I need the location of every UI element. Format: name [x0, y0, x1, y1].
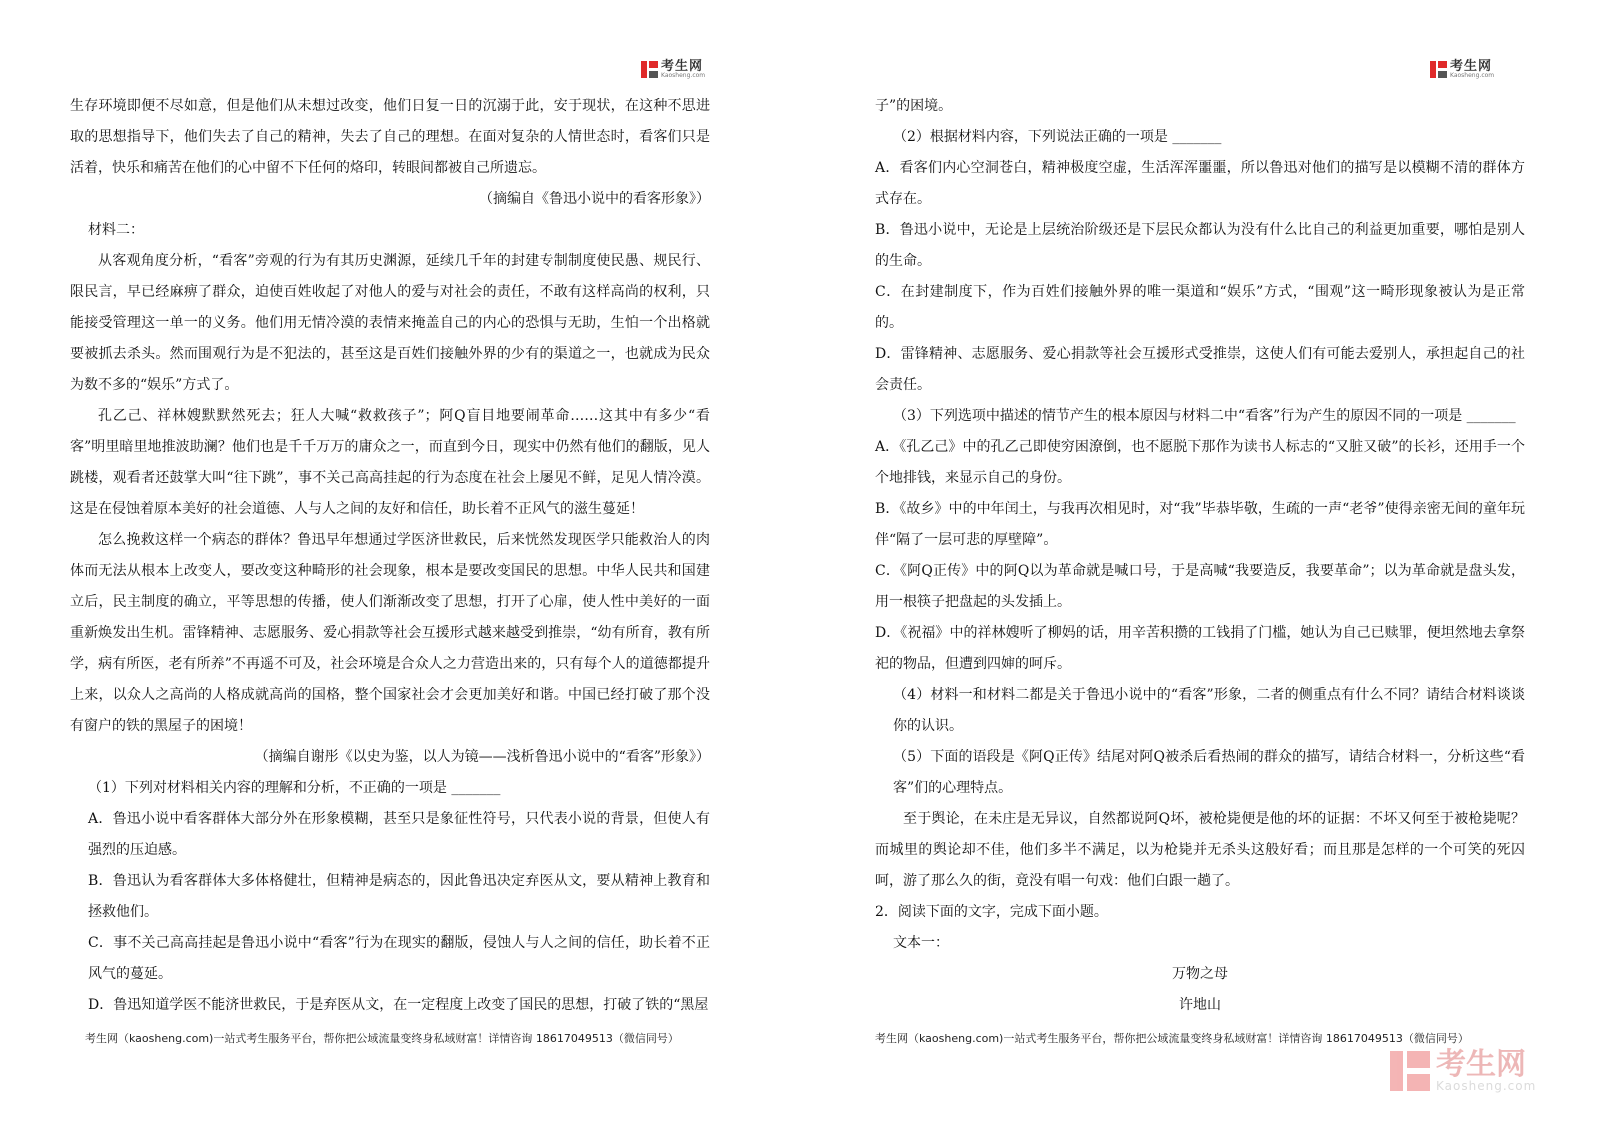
paragraph: 怎么挽救这样一个病态的群体？鲁迅早年想通过学医济世救民，后来恍然发现医学只能救治人的肉体而无法从根本上改变人，要改变这种畸形的社会现象，根本是要改变国民的思想。中华人民共和国建立后，民主制度的确立，平等思想的传播，使人们渐渐改变了思想，打开了心扉，使人性中美好的一面重新焕发出生机。雷锋精神、志愿服务、爱心捐款等社会互援形式越来越受到推崇，“幼有所育，教有所学，病有所医，老有所养”不再遥不可及，社会环境是合众人之力营造出来的，只有每个人的道德都提升上来，以众人之高尚的人格成就高尚的国格，整个国家社会才会更加美好和谐。中国已经打破了那个没有窗户的铁的黑屋子的困境！ [70, 532, 710, 734]
paragraph: 从客观角度分析，“看客”旁观的行为有其历史渊源，延续几千年的封建专制制度使民愚、规民行、限民言，早已经麻痹了群众，迫使百姓收起了对他人的爱与对社会的责任，不敢有这样高尚的权利，只能接受管理这一单一的义务。他们用无情冷漠的表情来掩盖自己的内心的恐惧与无助，生怕一个出格就要被抓去杀头。然而围观行为是不犯法的，甚至这是百姓们接触外界的少有的渠道之一，也就成为民众为数不多的“娱乐”方式了。 [70, 253, 710, 393]
article-author: 许地山 [1179, 997, 1221, 1013]
right-page [800, 0, 1600, 1128]
question: （4）材料一和材料二都是关于鲁迅小说中的“看客”形象，二者的侧重点有什么不同？请结合材料谈谈你的认识。 [893, 687, 1525, 734]
watermark-name: 考生网 [1436, 1047, 1526, 1082]
left-page-content [70, 91, 710, 1021]
answer-option: A．看客们内心空洞苍白，精神极度空虚，生活浑浑噩噩，所以鲁迅对他们的描写是以模糊不清的群体方式存在。 [875, 160, 1525, 207]
question: （2）根据材料内容，下列说法正确的一项是 _______ [893, 129, 1222, 145]
brand-domain: Kaosheng.com [661, 72, 706, 79]
answer-option: A．鲁迅小说中看客群体大部分外在形象模糊，甚至只是象征性符号，只代表小说的背景，但使人有强烈的压迫感。 [88, 811, 710, 858]
brand-name: 考生网 [1450, 59, 1493, 74]
answer-option: B．《故乡》中的中年闰土，与我再次相见时，对“我”毕恭毕敬，生疏的一声“老爷”使得亲密无间的童年玩伴“隔了一层可悲的厚壁障”。 [875, 501, 1525, 548]
article-title: 万物之母 [1172, 966, 1228, 982]
source-citation: （摘编自《鲁迅小说中的看客形象》） [479, 191, 710, 207]
material-heading: 材料二： [88, 222, 144, 238]
answer-option: C．《阿Q正传》中的阿Q以为革命就是喊口号，于是高喊“我要造反，我要革命”；以为革命就是盘头发，用一根筷子把盘起的头发插上。 [875, 563, 1525, 610]
question-heading: 2．阅读下面的文字，完成下面小题。 [875, 904, 1108, 920]
answer-option: D．雷锋精神、志愿服务、爱心捐款等社会互援形式受推崇，这使人们有可能去爱别人，承担起自己的社会责任。 [875, 346, 1525, 393]
watermark-icon [1390, 1051, 1430, 1091]
answer-option: A．《孔乙己》中的孔乙己即使穷困潦倒，也不愿脱下那作为读书人标志的“又脏又破”的长衫，还用手一个个地排钱，来显示自己的身份。 [875, 439, 1525, 486]
answer-option: C．事不关己高高挂起是鲁迅小说中“看客”行为在现实的翻版，侵蚀人与人之间的信任，助长着不正风气的蔓延。 [88, 935, 710, 982]
answer-option: C．在封建制度下，作为百姓们接触外界的唯一渠道和“娱乐”方式，“围观”这一畸形现象被认为是正常的。 [875, 284, 1525, 331]
brand-logo-icon [1430, 61, 1447, 78]
source-citation: （摘编自谢彤《以史为鉴，以人为镜——浅析鲁迅小说中的“看客”形象》） [254, 749, 710, 765]
paragraph: 孔乙己、祥林嫂默默然死去；狂人大喊“救救孩子”；阿Q盲目地要闹革命……这其中有多少“看客”明里暗里地推波助澜？他们也是千千万万的庸众之一，而直到今日，现实中仍然有他们的翻版，见人跳楼，观看者还鼓掌大叫“往下跳”，事不关己高高挂起的行为态度在社会上屡见不鲜，足见人情冷漠。这是在侵蚀着原本美好的社会道德、人与人之间的友好和信任，助长着不正风气的滋生蔓延！ [70, 408, 710, 517]
text-heading: 文本一： [893, 935, 949, 951]
quoted-passage: 至于舆论，在未庄是无异议，自然都说阿Q坏，被枪毙便是他的坏的证据：不坏又何至于被枪毙呢？而城里的舆论却不佳，他们多半不满足，以为枪毙并无杀头这般好看；而且那是怎样的一个可笑的死囚呵，游了那么久的街，竟没有唱一句戏：他们白跟一趟了。 [875, 811, 1525, 889]
paragraph: 子”的困境。 [875, 98, 953, 114]
question: （1）下列对材料相关内容的理解和分析，不正确的一项是 _______ [88, 780, 501, 796]
answer-option: B．鲁迅小说中，无论是上层统治阶级还是下层民众都认为没有什么比自己的利益更加重要，哪怕是别人的生命。 [875, 222, 1525, 269]
answer-option: D．《祝福》中的祥林嫂听了柳妈的话，用辛苦积攒的工钱捐了门槛，她认为自己已赎罪，便坦然地去拿祭祀的物品，但遭到四婶的呵斥。 [875, 625, 1525, 672]
brand-logo-icon [641, 61, 658, 78]
answer-option: B．鲁迅认为看客群体大多体格健壮，但精神是病态的，因此鲁迅决定弃医从文，要从精神上教育和拯救他们。 [88, 873, 710, 920]
answer-option: D．鲁迅知道学医不能济世救民，于是弃医从文，在一定程度上改变了国民的思想，打破了铁的“黑屋 [88, 997, 709, 1013]
brand-domain: Kaosheng.com [1450, 72, 1495, 79]
right-page-content [875, 91, 1525, 1021]
page-footer: 考生网（kaosheng.com)一站式考生服务平台，帮你把公域流量变终身私域财富！详情咨询 18617049513（微信同号） [875, 1032, 1469, 1045]
page-footer: 考生网（kaosheng.com)一站式考生服务平台，帮你把公域流量变终身私域财富！详情咨询 18617049513（微信同号） [85, 1032, 679, 1045]
question: （3）下列选项中描述的情节产生的根本原因与材料二中“看客”行为产生的原因不同的一项是 _______ [893, 408, 1516, 424]
brand-logo [641, 60, 705, 79]
paragraph: 生存环境即便不尽如意，但是他们从未想过改变，他们日复一日的沉溺于此，安于现状，在这种不思进取的思想指导下，他们失去了自己的精神，失去了自己的理想。在面对复杂的人情世态时，看客们只是活着，快乐和痛苦在他们的心中留不下任何的烙印，转眼间都被自己所遗忘。 [70, 98, 710, 176]
question: （5）下面的语段是《阿Q正传》结尾对阿Q被杀后看热闹的群众的描写，请结合材料一，分析这些“看客”们的心理特点。 [893, 749, 1525, 796]
brand-logo [1430, 60, 1494, 79]
watermark-domain: Kaosheng.com [1436, 1079, 1537, 1093]
brand-name: 考生网 [661, 59, 704, 74]
watermark-logo [1390, 1047, 1537, 1093]
